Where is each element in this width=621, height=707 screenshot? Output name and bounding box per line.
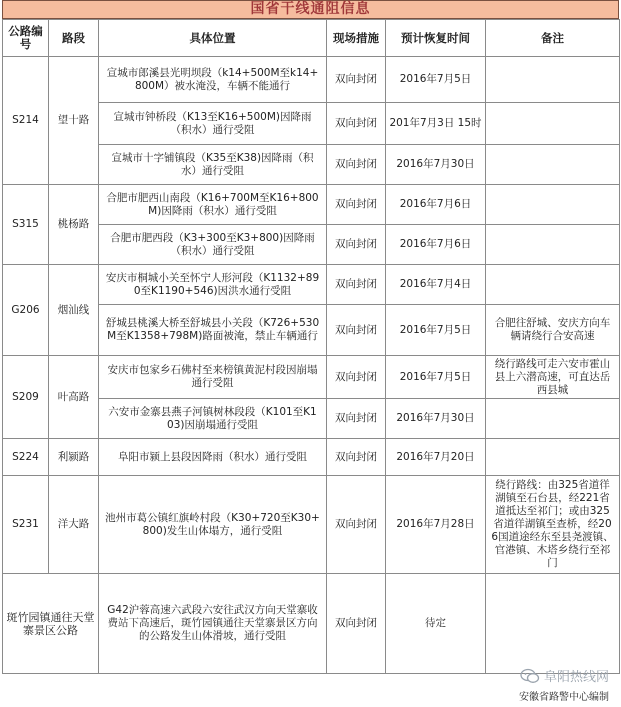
header-location: 具体位置 xyxy=(99,20,327,57)
table-row xyxy=(3,57,620,103)
wechat-icon xyxy=(520,668,540,684)
header-row xyxy=(3,20,620,57)
measure-cell: 双向封闭 xyxy=(327,476,386,574)
recovery-cell: 2016年7月5日 xyxy=(386,356,486,399)
road-code-cell: S214 xyxy=(3,57,49,185)
location-cell: 安庆市包家乡石佛村至来榜镇黄泥村段因崩塌通行受阻 xyxy=(99,356,327,399)
table-row xyxy=(3,574,620,674)
measure-cell: 双向封闭 xyxy=(327,439,386,476)
note-cell xyxy=(486,399,620,439)
table-row xyxy=(3,476,620,574)
measure-cell: 双向封闭 xyxy=(327,185,386,225)
measure-cell: 双向封闭 xyxy=(327,57,386,103)
location-cell: 阜阳市颍上县段因降雨（积水）通行受阻 xyxy=(99,439,327,476)
location-cell: 宣城市钟桥段（K13至K16+500M)因降雨（积水）通行受阻 xyxy=(99,103,327,145)
measure-cell: 双向封闭 xyxy=(327,356,386,399)
road-code-cell: S224 xyxy=(3,439,49,476)
recovery-cell: 待定 xyxy=(386,574,486,674)
road-name-cell: 斑竹园镇通往天堂寨景区公路 xyxy=(3,574,99,674)
note-cell: 合肥往舒城、安庆方向车辆请绕行合安高速 xyxy=(486,305,620,356)
recovery-cell: 2016年7月6日 xyxy=(386,225,486,265)
page-title: 国省干线通阻信息 xyxy=(2,0,619,19)
table-row xyxy=(3,265,620,305)
footer xyxy=(519,666,609,703)
note-cell xyxy=(486,439,620,476)
measure-cell: 双向封闭 xyxy=(327,574,386,674)
location-cell: 宣城市郎溪县光明坝段（k14+500M至k14+800M）被水淹没，车辆不能通行 xyxy=(99,57,327,103)
road-code-cell: S209 xyxy=(3,356,49,439)
note-cell xyxy=(486,225,620,265)
header-note: 备注 xyxy=(486,20,620,57)
header-code: 公路编号 xyxy=(3,20,49,57)
recovery-cell: 2016年7月5日 xyxy=(386,57,486,103)
note-cell: 绕行路线：由325省道徉湖镇至石台县，经221省道抵达至祁门；或由325省道徉湖镇至查桥，经206国道途经东至县尧渡镇、官港镇、木塔乡绕行至祁门 xyxy=(486,476,620,574)
location-cell: 宣城市十字铺镇段（K35至K38)因降雨（积水）通行受阻 xyxy=(99,145,327,185)
recovery-cell: 2016年7月30日 xyxy=(386,145,486,185)
header-road: 路段 xyxy=(49,20,99,57)
recovery-cell: 2016年7月30日 xyxy=(386,399,486,439)
recovery-cell: 2016年7月4日 xyxy=(386,265,486,305)
measure-cell: 双向封闭 xyxy=(327,145,386,185)
location-cell: 合肥市肥西山南段（K16+700M至K16+800M)因降雨（积水）通行受阻 xyxy=(99,185,327,225)
location-cell: 舒城县桃溪大桥至舒城县小关段（K726+530M至K1358+798M)路面被淹，禁止车辆通行 xyxy=(99,305,327,356)
watermark-text: 阜阳热线网 xyxy=(543,670,609,685)
note-cell: 绕行路线可走六安市霍山县上六潜高速，可直达岳西县城 xyxy=(486,356,620,399)
road-code-cell: S315 xyxy=(3,185,49,265)
recovery-cell: 2016年7月5日 xyxy=(386,305,486,356)
road-name-cell: 洋大路 xyxy=(49,476,99,574)
table-row xyxy=(3,439,620,476)
table-row xyxy=(3,356,620,399)
recovery-cell: 2016年7月28日 xyxy=(386,476,486,574)
road-code-cell: G206 xyxy=(3,265,49,356)
road-name-cell: 望十路 xyxy=(49,57,99,185)
location-cell: G42沪蓉高速六武段六安往武汉方向天堂寨收费站下高速后，斑竹园镇通往天堂寨景区方向的公路发生山体滑坡，通行受阻 xyxy=(99,574,327,674)
road-name-cell: 烟汕线 xyxy=(49,265,99,356)
road-name-cell: 利颍路 xyxy=(49,439,99,476)
note-cell xyxy=(486,103,620,145)
measure-cell: 双向封闭 xyxy=(327,265,386,305)
recovery-cell: 2016年7月20日 xyxy=(386,439,486,476)
note-cell xyxy=(486,185,620,225)
footer-credit: 安徽省路警中心编制 xyxy=(519,692,609,703)
location-cell: 安庆市桐城小关至怀宁人形河段（K1132+890至K1190+546)因洪水通行受阻 xyxy=(99,265,327,305)
note-cell xyxy=(486,265,620,305)
road-name-cell: 叶高路 xyxy=(49,356,99,439)
recovery-cell: 201年7月3日 15时 xyxy=(386,103,486,145)
note-cell xyxy=(486,145,620,185)
measure-cell: 双向封闭 xyxy=(327,305,386,356)
header-measure: 现场措施 xyxy=(327,20,386,57)
measure-cell: 双向封闭 xyxy=(327,399,386,439)
location-cell: 合肥市肥西段（K3+300至K3+800)因降雨（积水）通行受阻 xyxy=(99,225,327,265)
measure-cell: 双向封闭 xyxy=(327,225,386,265)
traffic-table xyxy=(2,19,620,674)
watermark xyxy=(519,666,609,685)
recovery-cell: 2016年7月6日 xyxy=(386,185,486,225)
table-row xyxy=(3,185,620,225)
road-code-cell: S231 xyxy=(3,476,49,574)
header-recovery: 预计恢复时间 xyxy=(386,20,486,57)
road-name-cell: 桃杨路 xyxy=(49,185,99,265)
location-cell: 池州市葛公镇红旗岭村段（K30+720至K30+800)发生山体塌方，通行受阻 xyxy=(99,476,327,574)
measure-cell: 双向封闭 xyxy=(327,103,386,145)
location-cell: 六安市金寨县燕子河镇树林段段（K101至K103)因崩塌通行受阻 xyxy=(99,399,327,439)
note-cell xyxy=(486,57,620,103)
note-cell xyxy=(486,574,620,674)
